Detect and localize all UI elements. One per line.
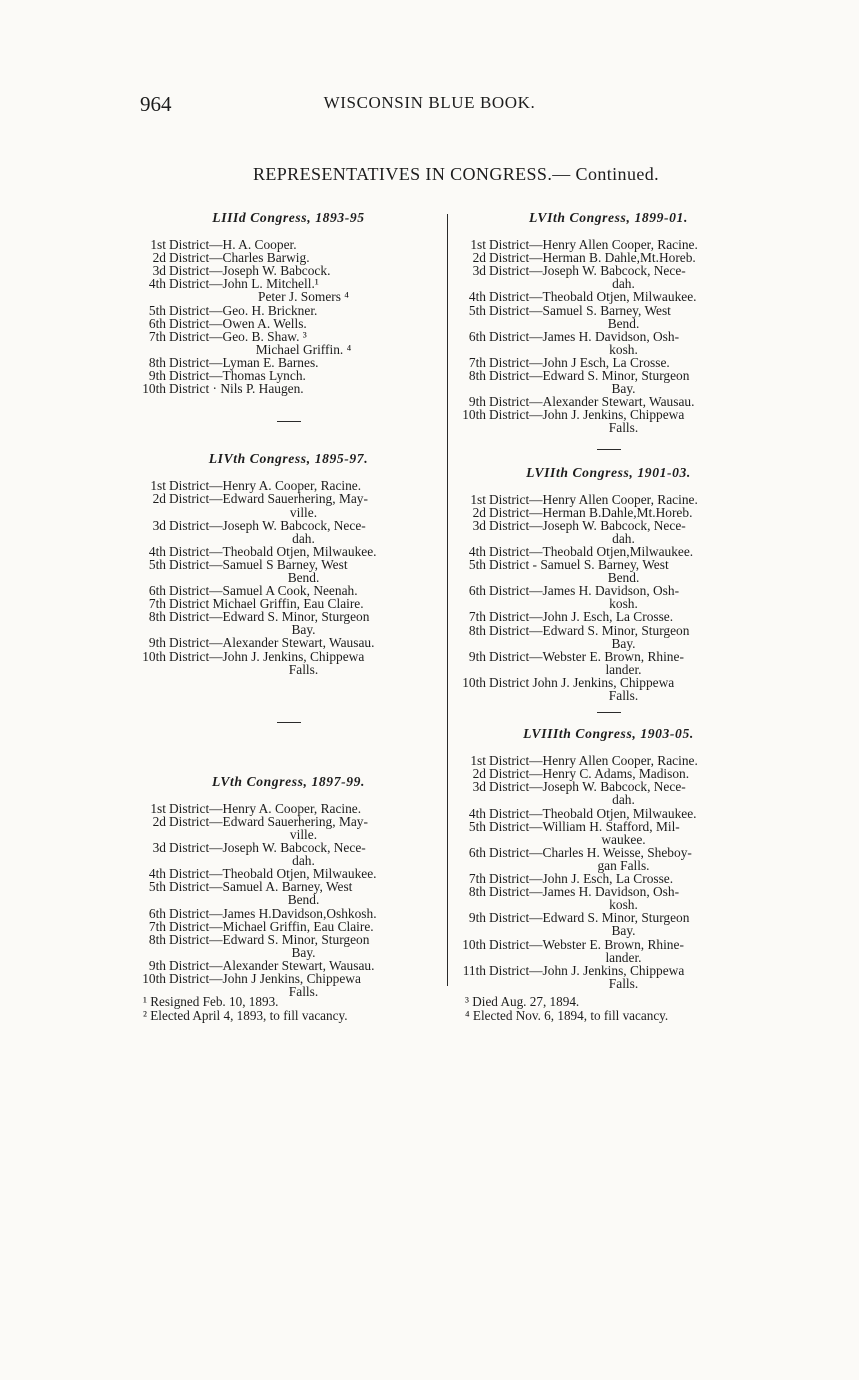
district-ordinal: 10th <box>142 971 166 987</box>
district-row <box>456 938 761 951</box>
congress-block <box>456 211 761 435</box>
district-ordinal: 8th <box>148 609 166 625</box>
district-text: District—Samuel S Barney, West <box>169 556 348 572</box>
left-column <box>136 211 441 998</box>
district-ordinal: 9th <box>468 648 486 664</box>
district-ordinal: 4th <box>148 276 166 292</box>
column-divider <box>447 214 448 986</box>
district-row <box>456 264 761 277</box>
district-ordinal <box>136 290 166 303</box>
district-ordinal: 7th <box>468 609 486 625</box>
district-text: District—Joseph W. Babcock. <box>169 263 331 279</box>
district-ordinal: 5th <box>468 818 486 834</box>
congress-heading: LVIIIth Congress, 1903-05. <box>523 726 694 742</box>
district-row <box>136 610 441 623</box>
district-text: Bay. <box>611 923 636 939</box>
district-text: District—John J. Jenkins, Chippewa <box>489 407 685 423</box>
district-text: District—Edward S. Minor, Sturgeon <box>169 931 370 947</box>
district-row <box>136 893 441 906</box>
district-row <box>456 807 761 820</box>
district-ordinal: 9th <box>148 957 166 973</box>
district-ordinal: 11th <box>462 962 486 978</box>
district-text: ville. <box>289 504 318 520</box>
district-row <box>136 663 441 676</box>
district-text: District—Thomas Lynch. <box>169 368 306 384</box>
district-ordinal <box>456 421 486 434</box>
district-ordinal: 1st <box>470 237 486 253</box>
district-text: District—Theobald Otjen, Milwaukee. <box>489 805 697 821</box>
district-row <box>456 506 761 519</box>
district-row <box>136 558 441 571</box>
district-text: District—Geo. H. Brickner. <box>169 302 318 318</box>
district-text: District—James H.Davidson,Oshkosh. <box>169 905 377 921</box>
district-text: dah. <box>292 530 315 546</box>
district-row <box>136 933 441 946</box>
district-ordinal: 6th <box>148 315 166 331</box>
district-ordinal: 4th <box>148 543 166 559</box>
district-row <box>136 317 441 330</box>
district-ordinal <box>456 637 486 650</box>
district-row <box>456 421 761 434</box>
district-ordinal: 3d <box>472 517 486 533</box>
district-text: District—Joseph W. Babcock, Nece- <box>489 517 686 533</box>
district-ordinal: 9th <box>148 368 166 384</box>
district-row <box>456 663 761 676</box>
congress-heading: LIIId Congress, 1893-95 <box>212 210 365 225</box>
district-text: District—Joseph W. Babcock, Nece- <box>169 517 366 533</box>
district-row <box>136 304 441 317</box>
district-text: District—Samuel S. Barney, West <box>489 302 671 318</box>
district-text: District—James H. Davidson, Osh- <box>489 583 680 599</box>
district-ordinal: 8th <box>468 368 486 384</box>
district-text: District—Charles H. Weisse, Sheboy- <box>489 844 692 860</box>
district-ordinal: 10th <box>462 407 486 423</box>
district-ordinal: 4th <box>468 805 486 821</box>
district-text: District—Herman B. Dahle,Mt.Horeb. <box>489 250 696 266</box>
footnotes-left <box>143 995 348 1022</box>
block-separator <box>277 722 301 723</box>
district-ordinal: 7th <box>468 871 486 887</box>
district-ordinal <box>456 951 486 964</box>
district-row <box>456 610 761 623</box>
district-ordinal: 1st <box>150 478 166 494</box>
district-row <box>456 793 761 806</box>
district-text: District—Henry Allen Cooper, Racine. <box>489 753 698 769</box>
congress-block <box>456 727 761 990</box>
district-ordinal <box>456 793 486 806</box>
district-text: District—Edward S. Minor, Sturgeon <box>489 622 690 638</box>
district-ordinal <box>136 663 166 676</box>
district-text: District—Theobald Otjen, Milwaukee. <box>489 289 697 305</box>
district-ordinal: 2d <box>472 766 486 782</box>
district-ordinal <box>136 532 166 545</box>
footnote: ² Elected April 4, 1893, to fill vacancy. <box>143 1007 348 1023</box>
district-row <box>136 907 441 920</box>
district-ordinal: 10th <box>462 674 486 690</box>
district-row <box>456 924 761 937</box>
district-row <box>456 951 761 964</box>
district-row <box>136 815 441 828</box>
district-row <box>456 304 761 317</box>
district-text: District—Michael Griffin, Eau Claire. <box>169 918 374 934</box>
district-text: Bay. <box>611 381 636 397</box>
district-row <box>136 545 441 558</box>
district-row <box>136 519 441 532</box>
district-row <box>136 532 441 545</box>
district-text: dah. <box>292 853 315 869</box>
district-ordinal: 6th <box>148 583 166 599</box>
district-ordinal: 10th <box>142 381 166 397</box>
district-ordinal: 1st <box>150 800 166 816</box>
district-text: District - Samuel S. Barney, West <box>489 557 669 573</box>
district-row <box>456 637 761 650</box>
district-ordinal: 7th <box>148 328 166 344</box>
district-text: District—Henry A. Cooper, Racine. <box>169 800 362 816</box>
district-ordinal <box>456 317 486 330</box>
district-row <box>136 343 441 356</box>
district-text: District—Edward S. Minor, Sturgeon <box>169 609 370 625</box>
district-row <box>456 977 761 990</box>
district-text: District—Joseph W. Babcock, Nece- <box>489 779 686 795</box>
district-ordinal <box>136 343 166 356</box>
district-row <box>456 820 761 833</box>
district-row <box>136 492 441 505</box>
district-row <box>456 343 761 356</box>
district-text: Peter J. Somers ⁴ <box>258 289 349 305</box>
district-row <box>456 330 761 343</box>
district-text: District—Edward S. Minor, Sturgeon <box>489 368 690 384</box>
congress-heading: LVIth Congress, 1899-01. <box>529 210 688 225</box>
district-ordinal: 4th <box>148 866 166 882</box>
district-text: District—Edward Sauerhering, May- <box>169 813 368 829</box>
district-text: Bend. <box>287 569 320 585</box>
district-text: District—Alexander Stewart, Wausau. <box>489 394 695 410</box>
district-row <box>136 650 441 663</box>
district-text: ville. <box>289 827 318 842</box>
district-text: District—Charles Barwig. <box>169 250 310 266</box>
district-ordinal: 6th <box>468 328 486 344</box>
district-ordinal: 3d <box>472 263 486 279</box>
district-ordinal: 2d <box>472 250 486 266</box>
district-ordinal: 7th <box>148 596 166 612</box>
congress-heading: LVIIth Congress, 1901-03. <box>526 464 691 480</box>
district-row <box>456 369 761 382</box>
district-row <box>456 290 761 303</box>
district-text: District—Lyman E. Barnes. <box>169 354 319 370</box>
district-text: kosh. <box>609 341 638 357</box>
district-text: waukee. <box>601 831 646 847</box>
district-row <box>456 846 761 859</box>
district-ordinal: 9th <box>468 910 486 926</box>
congress-block <box>136 452 441 676</box>
block-separator <box>277 421 301 422</box>
congress-block <box>136 211 441 395</box>
district-row <box>456 493 761 506</box>
page-number: 964 <box>140 92 172 116</box>
district-text: District—Edward Sauerhering, May- <box>169 491 368 507</box>
district-ordinal: 8th <box>468 622 486 638</box>
district-text: Bend. <box>287 892 320 908</box>
district-ordinal: 3d <box>472 779 486 795</box>
district-ordinal <box>456 532 486 545</box>
district-ordinal: 5th <box>468 557 486 573</box>
footnote: ³ Died Aug. 27, 1894. <box>465 994 580 1009</box>
district-row <box>136 841 441 854</box>
district-row <box>456 780 761 793</box>
block-separator <box>597 712 621 713</box>
district-text: Michael Griffin. ⁴ <box>255 341 352 357</box>
district-text: District—John J. Jenkins, Chippewa <box>489 962 685 978</box>
district-ordinal: 2d <box>152 491 166 507</box>
section-title: REPRESENTATIVES IN CONGRESS.— Continued. <box>252 164 660 184</box>
block-separator <box>597 449 621 450</box>
district-ordinal: 8th <box>468 884 486 900</box>
district-ordinal: 6th <box>148 905 166 921</box>
footnote: ⁴ Elected Nov. 6, 1894, to fill vacancy. <box>465 1007 669 1023</box>
district-text: District Michael Griffin, Eau Claire. <box>169 596 364 612</box>
district-ordinal: 7th <box>468 354 486 370</box>
district-text: Bend. <box>607 570 640 586</box>
district-row <box>456 519 761 532</box>
congress-heading: LVth Congress, 1897-99. <box>211 773 366 789</box>
district-text: District—Alexander Stewart, Wausau. <box>169 635 375 651</box>
district-ordinal: 9th <box>468 394 486 410</box>
district-text: District—Webster E. Brown, Rhine- <box>489 936 684 952</box>
district-ordinal: 6th <box>468 583 486 599</box>
district-text: District—Herman B.Dahle,Mt.Horeb. <box>489 504 693 520</box>
district-text: dah. <box>612 530 635 546</box>
district-ordinal <box>456 977 486 990</box>
district-text: gan Falls. <box>597 857 650 873</box>
district-row <box>136 506 441 519</box>
district-ordinal: 10th <box>462 936 486 952</box>
district-text: District—H. A. Cooper. <box>169 237 297 253</box>
district-ordinal <box>136 946 166 959</box>
district-row <box>456 833 761 846</box>
district-text: District—John J. Jenkins, Chippewa <box>169 648 365 664</box>
footnotes-right <box>465 995 668 1022</box>
district-row <box>456 317 761 330</box>
running-title: WISCONSIN BLUE BOOK. <box>323 93 536 112</box>
district-text: lander. <box>605 661 642 677</box>
district-text: Bay. <box>291 944 316 960</box>
district-text: Falls. <box>608 688 639 703</box>
district-row <box>136 802 441 815</box>
district-ordinal: 3d <box>152 263 166 279</box>
district-text: District—James H. Davidson, Osh- <box>489 884 680 900</box>
district-row <box>136 330 441 343</box>
right-column <box>456 211 761 990</box>
district-text: District—John L. Mitchell.¹ <box>169 276 319 292</box>
district-ordinal: 6th <box>468 844 486 860</box>
district-text: District—Henry Allen Cooper, Racine. <box>489 491 698 507</box>
district-text: District—Henry A. Cooper, Racine. <box>169 478 362 494</box>
district-row <box>456 689 761 702</box>
district-text: District—Alexander Stewart, Wausau. <box>169 957 375 973</box>
district-text: District—John J. Esch, La Crosse. <box>489 871 674 887</box>
district-text: District—Theobald Otjen, Milwaukee. <box>169 543 377 559</box>
district-text: District—Henry Allen Cooper, Racine. <box>489 237 698 253</box>
district-ordinal: 5th <box>468 302 486 318</box>
district-text: District—Theobald Otjen, Milwaukee. <box>169 866 377 882</box>
district-ordinal <box>136 506 166 519</box>
district-text: District—John J Jenkins, Chippewa <box>169 971 361 987</box>
district-ordinal: 1st <box>470 491 486 507</box>
district-text: District—William H. Stafford, Mil- <box>489 818 680 834</box>
district-ordinal: 9th <box>148 635 166 651</box>
district-row <box>136 636 441 649</box>
congress-block <box>136 775 441 999</box>
district-text: Falls. <box>608 420 639 436</box>
district-ordinal: 8th <box>148 354 166 370</box>
district-ordinal <box>456 343 486 356</box>
district-ordinal: 2d <box>152 250 166 266</box>
district-ordinal <box>456 833 486 846</box>
district-text: District—John J Esch, La Crosse. <box>489 354 670 370</box>
district-ordinal: 1st <box>150 237 166 253</box>
district-text: lander. <box>605 949 642 965</box>
congress-block <box>456 466 761 703</box>
district-ordinal: 2d <box>152 813 166 829</box>
district-ordinal <box>456 663 486 676</box>
district-ordinal: 5th <box>148 302 166 318</box>
district-text: Falls. <box>288 984 319 1000</box>
district-row <box>456 911 761 924</box>
district-text: Falls. <box>608 975 639 991</box>
district-ordinal: 2d <box>472 504 486 520</box>
district-ordinal: 1st <box>470 753 486 769</box>
district-text: District—Edward S. Minor, Sturgeon <box>489 910 690 926</box>
district-text: kosh. <box>609 897 638 913</box>
district-text: District—James H. Davidson, Osh- <box>489 328 680 344</box>
district-text: Bay. <box>611 635 636 651</box>
district-text: District—Geo. B. Shaw. ³ <box>169 328 307 344</box>
district-row <box>136 290 441 303</box>
district-ordinal: 10th <box>142 648 166 664</box>
district-ordinal: 5th <box>148 879 166 895</box>
district-text: District—Joseph W. Babcock, Nece- <box>169 840 366 856</box>
district-row <box>456 964 761 977</box>
congress-heading: LIVth Congress, 1895-97. <box>208 451 369 467</box>
district-text: dah. <box>612 792 635 808</box>
district-text: District—Samuel A Cook, Neenah. <box>169 583 358 599</box>
district-text: District · Nils P. Haugen. <box>169 381 304 397</box>
district-text: District John J. Jenkins, Chippewa <box>489 674 675 690</box>
district-text: Bend. <box>607 315 640 331</box>
district-text: Bay. <box>291 622 316 638</box>
district-row <box>456 624 761 637</box>
district-ordinal: 8th <box>148 931 166 947</box>
district-text: District—Joseph W. Babcock, Nece- <box>489 263 686 279</box>
district-row <box>456 650 761 663</box>
district-text: dah. <box>612 276 635 292</box>
district-ordinal: 3d <box>152 517 166 533</box>
district-text: District—John J. Esch, La Crosse. <box>489 609 674 625</box>
district-text: kosh. <box>609 596 638 612</box>
district-text: District—Theobald Otjen,Milwaukee. <box>489 543 694 559</box>
district-text: District—Owen A. Wells. <box>169 315 307 331</box>
district-ordinal: 4th <box>468 289 486 305</box>
district-ordinal: 5th <box>148 556 166 572</box>
district-text: District—Webster E. Brown, Rhine- <box>489 648 684 664</box>
district-ordinal <box>456 924 486 937</box>
district-ordinal: 4th <box>468 543 486 559</box>
district-ordinal: 7th <box>148 918 166 934</box>
district-ordinal <box>136 893 166 906</box>
district-row <box>136 946 441 959</box>
district-row <box>136 920 441 933</box>
district-row <box>136 382 441 395</box>
district-row <box>456 532 761 545</box>
district-ordinal <box>456 689 486 702</box>
district-text: District—Henry C. Adams, Madison. <box>489 766 690 782</box>
district-text: District—Samuel A. Barney, West <box>169 879 353 895</box>
footnote: ¹ Resigned Feb. 10, 1893. <box>143 994 279 1009</box>
district-text: Falls. <box>288 661 319 677</box>
district-ordinal: 3d <box>152 840 166 856</box>
